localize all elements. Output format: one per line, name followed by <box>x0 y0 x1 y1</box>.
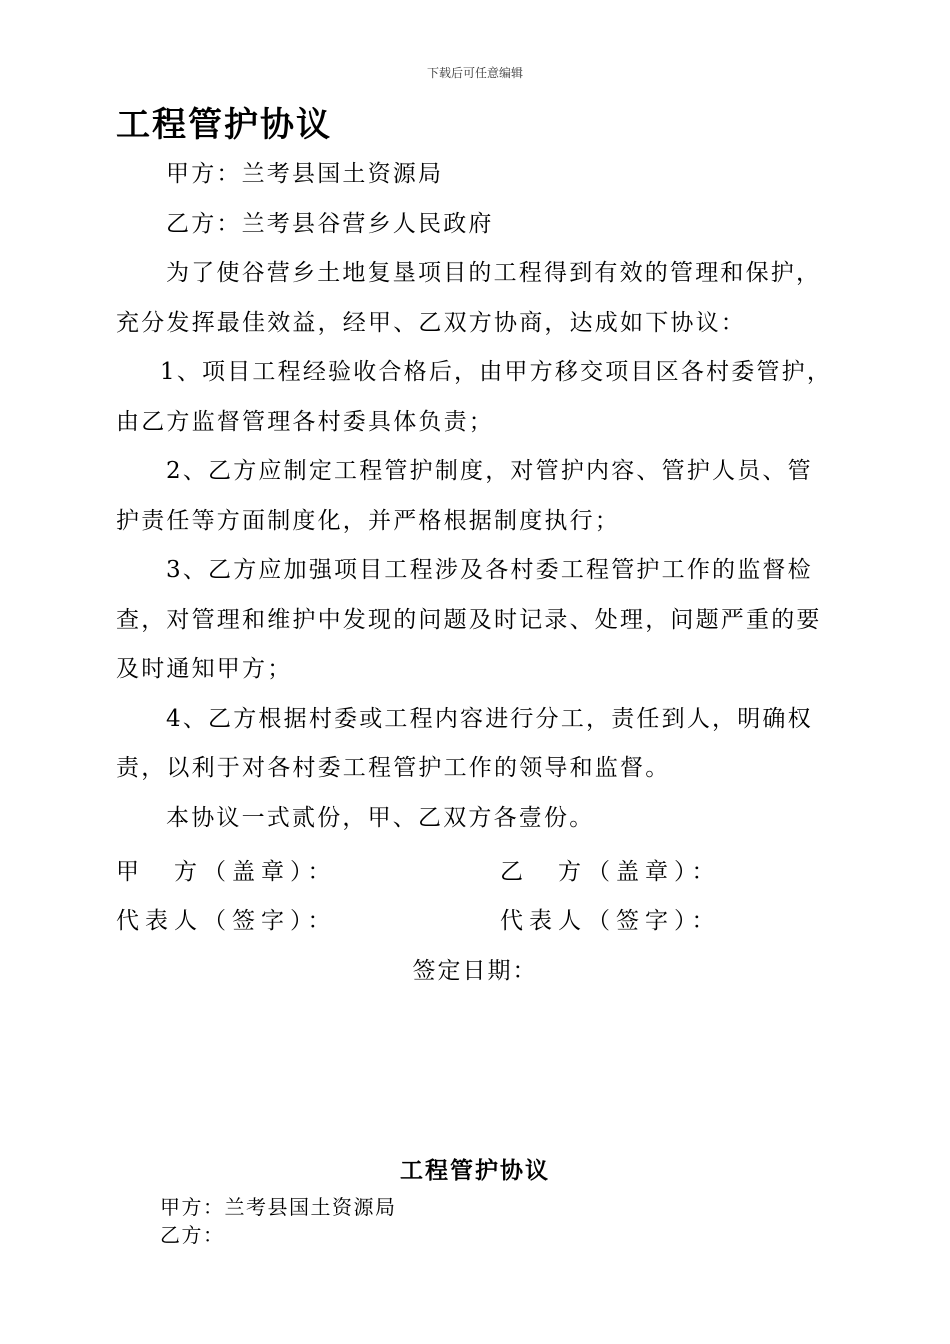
party-b-rep-label: 代表人（签字）： <box>500 908 721 934</box>
party-a-seal-label: 甲 方（盖章）： <box>116 859 337 885</box>
second-copy-party-b: 乙方： <box>160 1223 225 1247</box>
clause-4: 4、乙方根据村委或工程内容进行分工，责任到人，明确权责，以利于对各村委工程管护工作的领导和监督。 <box>116 705 813 781</box>
closing-paragraph: 本协议一式贰份，甲、乙双方各壹份。 <box>166 804 595 831</box>
agreement-body <box>116 150 836 843</box>
document-title: 工程管护协议 <box>116 105 332 145</box>
second-copy-party-a: 甲方：兰考县国土资源局 <box>160 1195 397 1219</box>
clause-3: 3、乙方应加强项目工程涉及各村委工程管护工作的监督检查，对管理和维护中发现的问题及时记录、处理，问题严重的要及时通知甲方； <box>116 557 822 682</box>
party-a-line: 甲方：兰考县国土资源局 <box>166 161 444 187</box>
page-header-note: 下载后可任意编辑 <box>426 66 523 80</box>
sign-date-label: 签定日期： <box>412 958 538 984</box>
clause-1: 1、项目工程经验收合格后，由甲方移交项目区各村委管护，由乙方监督管理各村委具体负责； <box>116 359 833 435</box>
intro-paragraph: 为了使谷营乡土地复垦项目的工程得到有效的管理和保护，充分发挥最佳效益，经甲、乙双方协商，达成如下协议： <box>116 260 822 336</box>
second-copy-title: 工程管护协议 <box>400 1157 550 1184</box>
party-a-rep-label: 代表人（签字）： <box>116 908 337 934</box>
party-b-line: 乙方：兰考县谷营乡人民政府 <box>166 210 494 237</box>
clause-2: 2、乙方应制定工程管护制度，对管护内容、管护人员、管护责任等方面制度化，并严格根据制度执行； <box>116 458 813 534</box>
party-b-seal-label: 乙 方（盖章）： <box>500 859 721 885</box>
